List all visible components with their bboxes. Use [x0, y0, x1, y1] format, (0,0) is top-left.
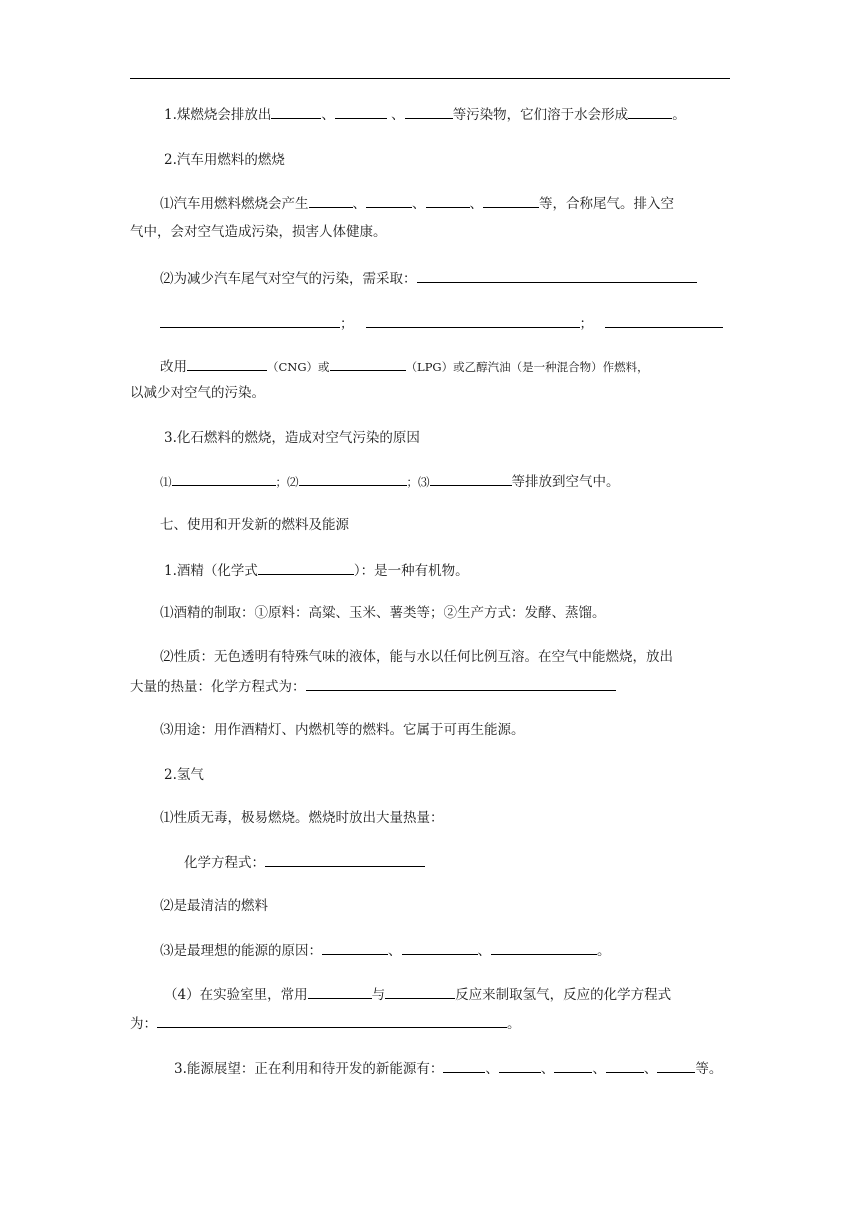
- blank[interactable]: [271, 104, 321, 119]
- blank[interactable]: [258, 560, 354, 575]
- blank[interactable]: [265, 852, 425, 867]
- text: ；⑵: [275, 475, 299, 489]
- measures-blanks-line: [160, 313, 760, 334]
- paragraph-line: 以减少对空气的污染。: [130, 385, 265, 401]
- blank[interactable]: [330, 356, 406, 371]
- blank[interactable]: [322, 940, 388, 955]
- blank[interactable]: [554, 1058, 592, 1073]
- text: 等排放到空气中。: [511, 474, 620, 490]
- blank[interactable]: [308, 984, 372, 999]
- blank[interactable]: [657, 1058, 695, 1073]
- text: ⑵为减少汽车尾气对空气的污染，需采取：: [160, 271, 417, 287]
- text: 改用: [160, 359, 187, 375]
- text: ；: [340, 316, 354, 332]
- equation-line: [130, 1013, 730, 1034]
- pollution-causes-line: [160, 471, 760, 492]
- blank[interactable]: [443, 1058, 485, 1073]
- text: 反应来制取氢气，反应的化学方程式: [455, 987, 672, 1003]
- text: 。: [672, 107, 686, 123]
- text: 与: [371, 987, 386, 1003]
- text: 1.煤燃烧会排放出: [164, 107, 272, 123]
- blank[interactable]: [606, 1058, 644, 1073]
- header-rule: [130, 78, 730, 79]
- text: 大量的热量：化学方程式为：: [130, 679, 306, 695]
- section-heading: 2.氢气: [164, 767, 204, 783]
- text: 、: [540, 1061, 555, 1077]
- blank[interactable]: [491, 940, 597, 955]
- paragraph-line: ⑴性质无毒，极易燃烧。燃烧时放出大量热量：: [160, 810, 444, 826]
- text: （CNG）或: [267, 360, 330, 374]
- text: 为：: [130, 1016, 157, 1032]
- blank[interactable]: [157, 1013, 507, 1028]
- blank[interactable]: [366, 193, 412, 208]
- fuel-replacement-line: [160, 356, 760, 377]
- blank[interactable]: [299, 471, 407, 486]
- blank[interactable]: [172, 471, 276, 486]
- text: ⑴汽车用燃料燃烧会产生: [160, 196, 309, 212]
- equation-line: [184, 852, 784, 873]
- chapter-heading: 七、使用和开发新的燃料及能源: [160, 517, 349, 533]
- text: 等污染物，它们溶于水会形成: [452, 107, 629, 123]
- blank[interactable]: [366, 313, 580, 328]
- new-energy-line: [174, 1058, 774, 1079]
- blank[interactable]: [187, 356, 267, 371]
- paragraph-line: ⑴酒精的制取：①原料：高粱、玉米、薯类等；②生产方式：发酵、蒸馏。: [160, 605, 606, 621]
- blank[interactable]: [402, 940, 478, 955]
- section-heading: 2.汽车用燃料的燃烧: [164, 152, 285, 168]
- text: 1.酒精（化学式: [164, 563, 258, 579]
- paragraph-line: ⑵是最清洁的燃料: [160, 898, 268, 914]
- text: 3.能源展望：正在利用和待开发的新能源有：: [174, 1061, 444, 1077]
- text: 。: [507, 1016, 521, 1032]
- ideal-energy-line: [160, 940, 760, 961]
- paragraph-line: ⑵性质：无色透明有特殊气味的液体，能与水以任何比例互溶。在空气中能燃烧，放出: [160, 649, 673, 665]
- blank[interactable]: [309, 193, 353, 208]
- exhaust-line: [160, 193, 760, 214]
- text: 、: [592, 1061, 606, 1077]
- blank[interactable]: [405, 104, 453, 119]
- text: 化学方程式：: [184, 855, 265, 871]
- text: ；⑶: [406, 475, 430, 489]
- blank[interactable]: [426, 193, 470, 208]
- blank[interactable]: [160, 313, 340, 328]
- blank[interactable]: [483, 193, 539, 208]
- text: 等，合称尾气。排入空: [539, 196, 674, 212]
- text: 、: [643, 1061, 658, 1077]
- text: （4）在实验室里，常用: [164, 987, 308, 1003]
- text: ；: [579, 316, 593, 332]
- coal-pollutants-line: [164, 104, 764, 125]
- blank[interactable]: [335, 104, 387, 119]
- text: 、: [321, 107, 335, 123]
- text: 、: [477, 943, 491, 959]
- blank[interactable]: [499, 1058, 541, 1073]
- text: 、: [386, 107, 405, 123]
- blank[interactable]: [628, 104, 672, 119]
- blank[interactable]: [417, 268, 697, 283]
- blank[interactable]: [605, 313, 723, 328]
- text: ⑶是最理想的能源的原因：: [160, 943, 322, 959]
- alcohol-line: [164, 560, 764, 581]
- measures-line: [160, 268, 760, 289]
- text: ⑴: [160, 475, 172, 489]
- text: 。: [597, 943, 611, 959]
- text: 、: [469, 196, 483, 212]
- blank[interactable]: [385, 984, 455, 999]
- section-heading: 3.化石燃料的燃烧，造成对空气污染的原因: [164, 430, 420, 446]
- paragraph-line: ⑶用途：用作酒精灯、内燃机等的燃料。它属于可再生能源。: [160, 722, 525, 738]
- text: 、: [412, 196, 426, 212]
- text: ）：是一种有机物。: [353, 563, 469, 579]
- text: 、: [388, 943, 402, 959]
- text: 、: [485, 1061, 499, 1077]
- text: 、: [352, 196, 366, 212]
- equation-line: [130, 676, 730, 697]
- blank[interactable]: [430, 471, 512, 486]
- lab-hydrogen-line: [164, 984, 764, 1005]
- text: 等。: [695, 1061, 723, 1077]
- blank[interactable]: [306, 676, 616, 691]
- paragraph-line: 气中，会对空气造成污染，损害人体健康。: [130, 224, 387, 240]
- text: （LPG）或乙醇汽油（是一种混合物）作燃料，: [405, 360, 649, 374]
